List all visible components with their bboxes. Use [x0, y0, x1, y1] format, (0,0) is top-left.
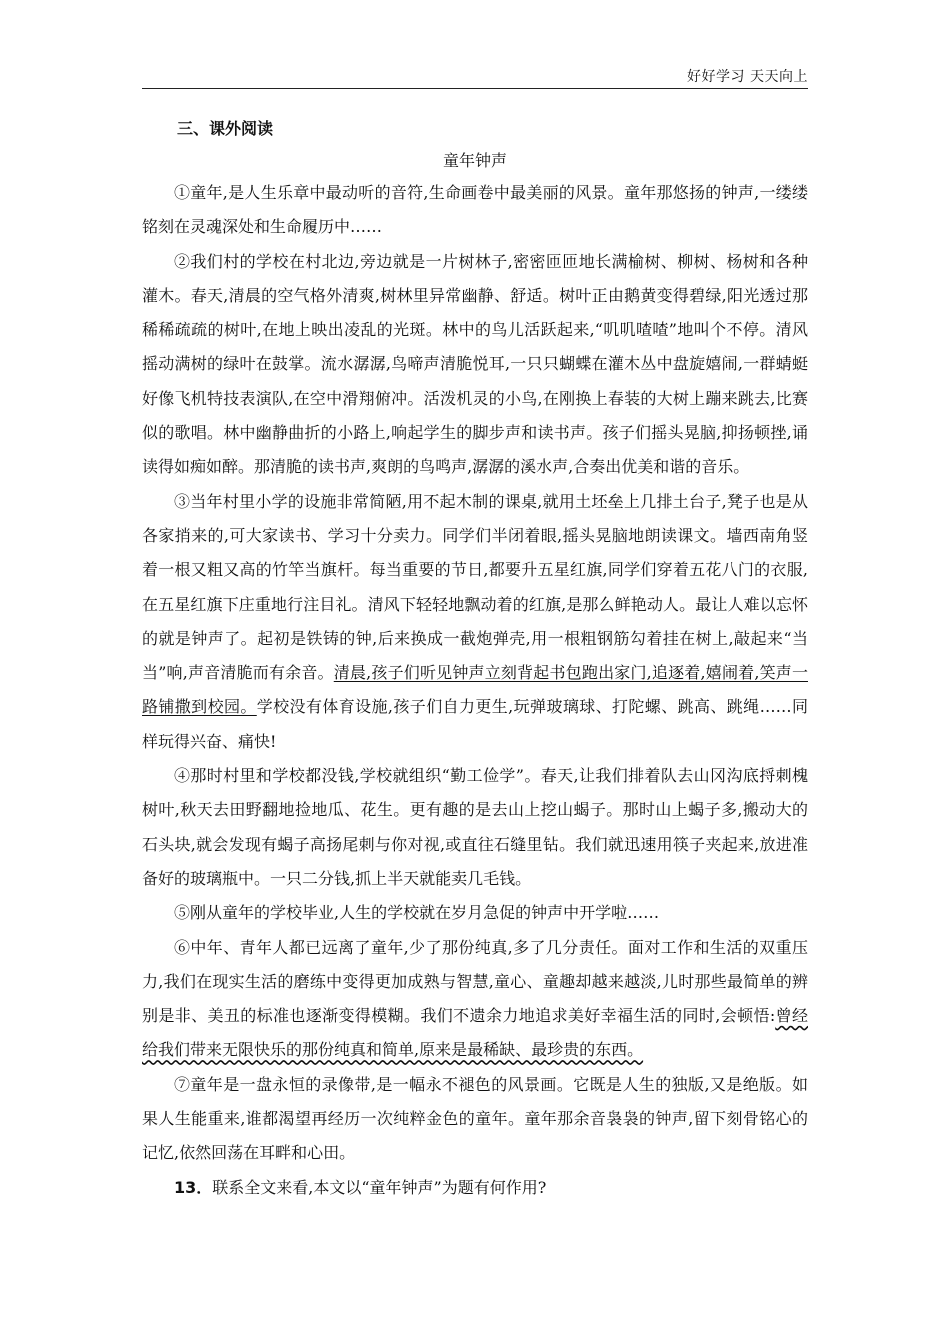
paragraph-4: ④那时村里和学校都没钱,学校就组织“勤工俭学”。春天,让我们排着队去山冈沟底捋刺槐树叶,秋天去田野翻地捡地瓜、花生。更有趣的是去山上挖山蝎子。那时山上蝎子多,搬动大的石头块,就会发现有蝎子高扬尾刺与你对视,或直往石缝里钻。我们就迅速用筷子夹起来,放进准备好的玻璃瓶中。一只二分钱,抓上半天就能卖几毛钱。 [142, 766, 808, 888]
paragraph-7: ⑦童年是一盘永恒的录像带,是一幅永不褪色的风景画。它既是人生的独版,又是绝版。如果人生能重来,谁都渴望再经历一次纯粹金色的童年。童年那余音袅袅的钟声,留下刻骨铭心的记忆,依然回荡在耳畔和心田。 [142, 1074, 808, 1163]
paragraph-3-rest: 学校没有体育设施,孩子们自力更生,玩弹玻璃球、打陀螺、跳高、跳绳……同样玩得兴奋、痛快! [142, 697, 808, 751]
question-number: 13． [174, 1177, 213, 1197]
paragraph-3-text: ③当年村里小学的设施非常简陋,用不起木制的课桌,就用土坯垒上几排土台子,凳子也是从各家捎来的,可大家读书、学习十分卖力。同学们半闭着眼,摇头晃脑地朗读课文。墙西南角竖着一根又粗又高的竹竿当旗杆。每当重要的节日,都要升五星红旗,同学们穿着五花八门的衣服,在五星红旗下庄重地行注目礼。清风下轻轻地飘动着的红旗,是那么鲜艳动人。最让人难以忘怀的就是钟声了。起初是铁铸的钟,后来换成一截炮弹壳,用一根粗钢筋勾着挂在树上,敲起来“当当”响,声音清脆而有余音。 [142, 491, 808, 683]
underlined-sentence: 清晨,孩子们听见钟声立刻背起书包跑出家门,追逐着,嬉闹着,笑声一路铺撒到校园。 [142, 663, 808, 717]
page-header [142, 58, 808, 89]
document-body [142, 108, 808, 1205]
paragraph-6 [142, 931, 808, 1068]
question-13 [142, 1171, 808, 1205]
wavy-underlined-sentence: 曾经给我们带来无限快乐的那份纯真和简单,原来是最稀缺、最珍贵的东西。 [142, 1006, 808, 1060]
paragraph-6-text: ⑥中年、青年人都已远离了童年,少了那份纯真,多了几分责任。面对工作和生活的双重压力,我们在现实生活的磨练中变得更加成熟与智慧,童心、童趣却越来越淡,儿时那些最简单的辨别是非、美丑的标准也逐渐变得模糊。我们不遗余力地追求美好幸福生活的同时,会顿悟: [142, 937, 808, 1026]
paragraph-2: ②我们村的学校在村北边,旁边就是一片树林子,密密匝匝地长满榆树、柳树、杨树和各种灌木。春天,清晨的空气格外清爽,树林里异常幽静、舒适。树叶正由鹅黄变得碧绿,阳光透过那稀稀疏疏的树叶,在地上映出凌乱的光斑。林中的鸟儿活跃起来,“叽叽喳喳”地叫个不停。清风摇动满树的绿叶在鼓掌。流水潺潺,鸟啼声清脆悦耳,一只只蝴蝶在灌木丛中盘旋嬉闹,一群蜻蜓好像飞机特技表演队,在空中滑翔俯冲。活泼机灵的小鸟,在刚换上春装的大树上蹦来跳去,比赛似的歌唱。林中幽静曲折的小路上,响起学生的脚步声和读书声。孩子们摇头晃脑,抑扬顿挫,诵读得如痴如醉。那清脆的读书声,爽朗的鸟鸣声,潺潺的溪水声,合奏出优美和谐的音乐。 [142, 251, 808, 477]
header-motto: 好好学习 天天向上 [687, 69, 808, 85]
section-title: 三、课外阅读 [177, 119, 274, 138]
article-title: 童年钟声 [442, 151, 507, 170]
question-text: 联系全文来看,本文以“童年钟声”为题有何作用? [212, 1177, 547, 1197]
paragraph-3 [142, 485, 808, 759]
paragraph-1: ①童年,是人生乐章中最动听的音符,生命画卷中最美丽的风景。童年那悠扬的钟声,一缕缕铭刻在灵魂深处和生命履历中…… [142, 183, 808, 237]
paragraph-5: ⑤刚从童年的学校毕业,人生的学校就在岁月急促的钟声中开学啦…… [174, 903, 660, 923]
